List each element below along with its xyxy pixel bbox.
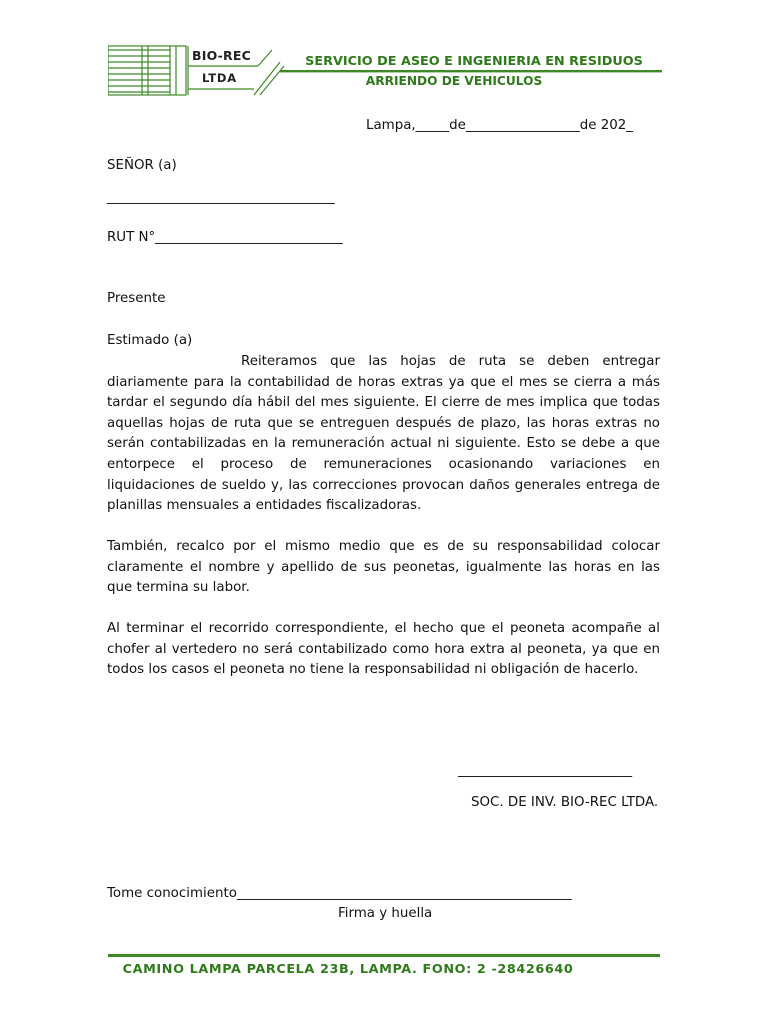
- rut-line: RUT N°____________________________: [107, 230, 343, 245]
- paragraph-1-text: Reiteramos que las hojas de ruta se deben entregar diariamente para la contabilidad de horas extras ya que el mes se cierra a más tardar el segundo día hábil del mes siguiente. El cierre de mes implica que todas aquellas hojas de ruta que se entreguen después de plazo, las horas extras no serán contabilizadas en la remuneración actual ni siguiente. Esto se debe a que entorpece el proceso de remuneraciones ocasionando variaciones en liquidaciones de sueldo y, las correcciones provocan daños generales entrega de planillas mensuales a entidades fiscalizadoras.: [107, 354, 660, 514]
- logo-suffix: LTDA: [202, 71, 237, 85]
- logo-name: BIO-REC: [192, 48, 251, 63]
- company-service-subtitle: ARRIENDO DE VEHICULOS: [365, 74, 543, 88]
- signature-line: __________________________: [458, 763, 633, 778]
- footer-rule: [108, 954, 660, 957]
- greeting: Estimado (a): [107, 333, 193, 348]
- body-paragraph-2: También, recalco por el mismo medio que es de su responsabilidad colocar claramente el nombre y apellido de sus peonetas, igualmente las horas en las que termina su labor.: [107, 539, 660, 596]
- presente-label: Presente: [107, 291, 166, 306]
- signature-company: SOC. DE INV. BIO-REC LTDA.: [471, 795, 659, 810]
- body-paragraph-1: [107, 352, 660, 517]
- firma-label: Firma y huella: [338, 906, 433, 921]
- company-service-title: SERVICIO DE ASEO E INGENIERIA EN RESIDUOS: [305, 54, 643, 69]
- footer-address: CAMINO LAMPA PARCELA 23B, LAMPA. FONO: 2 -28426640: [122, 962, 574, 977]
- letterhead: [108, 44, 664, 98]
- addressee-label: SEÑOR (a): [107, 158, 177, 173]
- addressee-blank-line: __________________________________: [107, 190, 335, 205]
- date-line: Lampa,_____de_________________de 202_: [366, 118, 633, 133]
- body-paragraph-3: Al terminar el recorrido correspondiente, el hecho que el peoneta acompañe al chofer al vertedero no será contabilizado como hora extra al peoneta, ya que en todos los casos el peoneta no tiene la responsabilidad ni obligación de hacerlo.: [107, 621, 660, 678]
- acknowledge-line: Tome conocimiento__________________________________________________: [107, 886, 572, 901]
